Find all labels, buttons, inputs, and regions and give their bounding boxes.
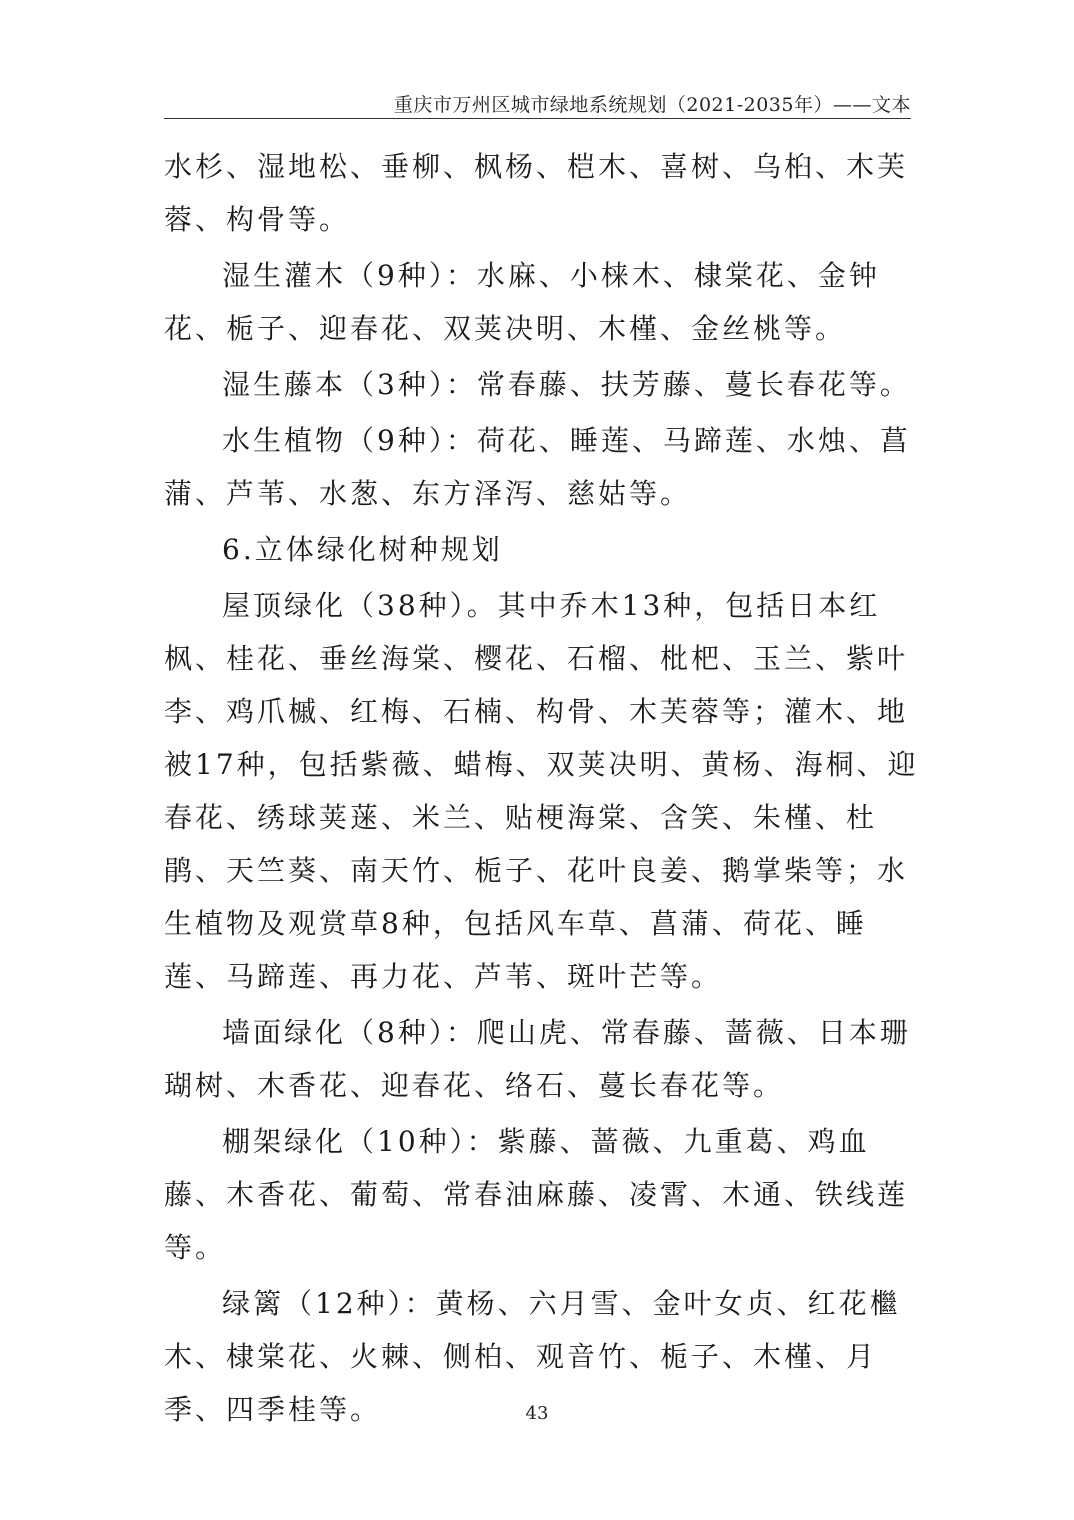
body-text bbox=[164, 140, 924, 1439]
section-heading-vertical-greening: 6.立体绿化树种规划 bbox=[222, 533, 503, 566]
paragraph-trellis-greening: 棚架绿化（10种）：紫藤、蔷薇、九重葛、鸡血藤、木香花、葡萄、常春油麻藤、凌霄、木通、铁线莲等。 bbox=[164, 1125, 909, 1264]
paragraph-aquatic-plants: 水生植物（9种）：荷花、睡莲、马蹄莲、水烛、菖蒲、芦苇、水葱、东方泽泻、慈姑等。 bbox=[164, 424, 911, 510]
page-number: 43 bbox=[525, 1403, 549, 1424]
running-header: 重庆市万州区城市绿地系统规划（2021-2035年）——文本 bbox=[393, 94, 911, 116]
paragraph-wetland-vines: 湿生藤本（3种）：常春藤、扶芳藤、蔓长春花等。 bbox=[222, 368, 911, 401]
paragraph-wetland-trees-continued: 水杉、湿地松、垂柳、枫杨、桤木、喜树、乌桕、木芙蓉、构骨等。 bbox=[164, 150, 909, 236]
paragraph-roof-greening: 屋顶绿化（38种）。其中乔木13种，包括日本红枫、桂花、垂丝海棠、樱花、石榴、枇杷、玉兰、紫叶李、鸡爪槭、红梅、石楠、构骨、木芙蓉等；灌木、地被17种，包括紫薇、蜡梅、双荚决明、黄杨、海桐、迎春花、绣球荚蒾、米兰、贴梗海棠、含笑、朱槿、杜鹃、天竺葵、南天竹、栀子、花叶良姜、鹅掌柴等；水生植物及观赏草8种，包括风车草、菖蒲、荷花、睡莲、马蹄莲、再力花、芦苇、斑叶芒等。 bbox=[164, 589, 919, 993]
paragraph-wall-greening: 墙面绿化（8种）：爬山虎、常春藤、蔷薇、日本珊瑚树、木香花、迎春花、络石、蔓长春花等。 bbox=[164, 1016, 911, 1102]
header-divider bbox=[164, 118, 911, 119]
paragraph-hedges: 绿篱（12种）：黄杨、六月雪、金叶女贞、红花檵木、棣棠花、火棘、侧柏、观音竹、栀子、木槿、月季、四季桂等。 bbox=[164, 1287, 901, 1426]
paragraph-wetland-shrubs: 湿生灌木（9种）：水麻、小梾木、棣棠花、金钟花、栀子、迎春花、双荚决明、木槿、金丝桃等。 bbox=[164, 259, 880, 345]
